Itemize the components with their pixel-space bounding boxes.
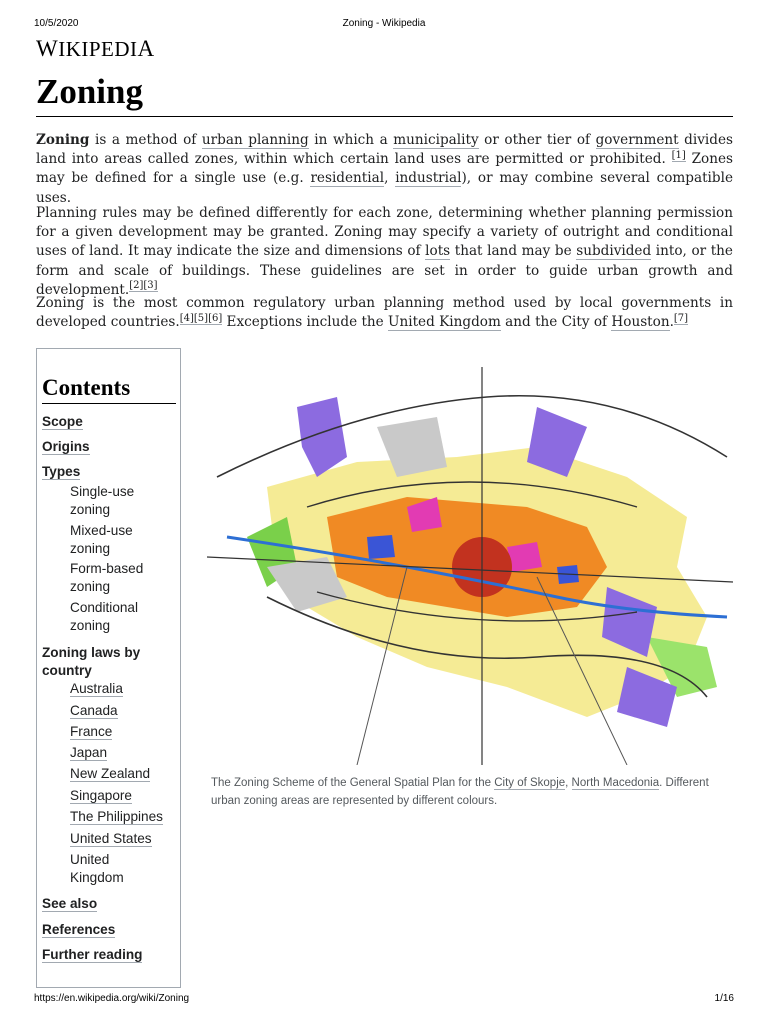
print-url: https://en.wikipedia.org/wiki/Zoning: [34, 993, 190, 1004]
zone-industrial-north: [297, 397, 347, 477]
page-number: 1/16: [714, 993, 734, 1004]
toc-item-types[interactable]: Types: [42, 464, 81, 479]
toc-item-new-zealand[interactable]: New Zealand: [70, 766, 151, 781]
toc-item-australia[interactable]: Australia: [70, 681, 123, 696]
toc-item-united-states[interactable]: United States: [70, 831, 152, 846]
citation-1[interactable]: [1]: [671, 149, 686, 161]
skopje-zoning-map[interactable]: [207, 367, 733, 765]
citation-2-3[interactable]: [2][3]: [129, 280, 158, 292]
link-city-of-skopje[interactable]: City of Skopje: [494, 777, 566, 789]
toc-item-united-kingdom[interactable]: United Kingdom: [70, 852, 124, 885]
zoning-map-image: [207, 367, 733, 765]
toc-item-mixed-use-zoning[interactable]: Mixed-use zoning: [70, 523, 133, 556]
print-date: 10/5/2020: [34, 18, 79, 29]
map-caption: The Zoning Scheme of the General Spatial Plan for the City of Skopje, North Macedonia. Different urban zoning areas are represented by different colours.: [211, 777, 709, 807]
link-subdivided[interactable]: subdivided: [576, 243, 652, 260]
toc-item-references[interactable]: References: [42, 922, 116, 937]
toc-item-singapore[interactable]: Singapore: [70, 788, 132, 803]
toc-item-canada[interactable]: Canada: [70, 703, 118, 718]
link-houston[interactable]: Houston: [611, 314, 670, 331]
toc-item-zoning-laws-by-country[interactable]: Zoning laws by country: [42, 645, 141, 678]
citation-7[interactable]: [7]: [673, 312, 689, 324]
wikipedia-logo[interactable]: WIKIPEDIA: [36, 36, 155, 61]
intro-paragraph-1: Zoning is a method of urban planning in which a municipality or other tier of government divides land into areas called zones, within which certain land uses are permitted or prohibited. [1] Zones may be defined for a single use (e.g. residential, industrial), or may combine several compatible uses.: [36, 132, 734, 206]
toc-item-see-also[interactable]: See also: [42, 896, 98, 911]
toc-item-further-reading[interactable]: Further reading: [42, 947, 143, 962]
toc-item-origins[interactable]: Origins: [42, 439, 90, 454]
link-united-kingdom[interactable]: United Kingdom: [388, 314, 501, 331]
zone-commercial-2: [507, 542, 542, 572]
toc-item-single-use-zoning[interactable]: Single-use zoning: [70, 484, 135, 517]
link-residential[interactable]: residential: [310, 170, 385, 187]
citation-4-5-6[interactable]: [4][5][6]: [179, 312, 223, 324]
print-title: Zoning - Wikipedia: [342, 18, 426, 29]
link-municipality[interactable]: municipality: [393, 132, 479, 148]
toc-item-france[interactable]: France: [70, 724, 113, 739]
link-government[interactable]: government: [595, 132, 679, 148]
intro-paragraph-3: Zoning is the most common regulatory urban planning method used by local governments in developed countries.[4][5][6] Exceptions include the United Kingdom and the City of Houston.[7]: [36, 295, 733, 331]
intro-paragraph-2: Planning rules may be defined differently for each zone, determining whether planning permission for a given development may be granted. Zoning may specify a variety of outright and conditional uses of land. It may indicate the size and dimensions of lots that land may be subdivided into, or the form and scale of buildings. These guidelines are set in order to guide urban growth and development.[2][3]: [36, 205, 733, 298]
toc-title: Contents: [42, 375, 176, 404]
table-of-contents: [36, 348, 181, 988]
page-title: Zoning: [36, 72, 143, 111]
toc-item-scope[interactable]: Scope: [42, 414, 83, 429]
link-industrial[interactable]: industrial: [395, 170, 462, 187]
link-north-macedonia[interactable]: North Macedonia: [571, 777, 660, 789]
zone-public-1: [367, 535, 395, 559]
print-header: [34, 18, 734, 32]
title-divider: [36, 116, 733, 117]
toc-item-conditional-zoning[interactable]: Conditional zoning: [70, 600, 139, 633]
print-footer: [34, 993, 734, 1007]
toc-item-japan[interactable]: Japan: [70, 745, 108, 760]
link-lots[interactable]: lots: [425, 243, 451, 260]
link-urban-planning[interactable]: urban planning: [201, 132, 309, 148]
toc-item-the-philippines[interactable]: The Philippines: [70, 809, 163, 824]
toc-item-form-based-zoning[interactable]: Form-based zoning: [70, 561, 144, 594]
